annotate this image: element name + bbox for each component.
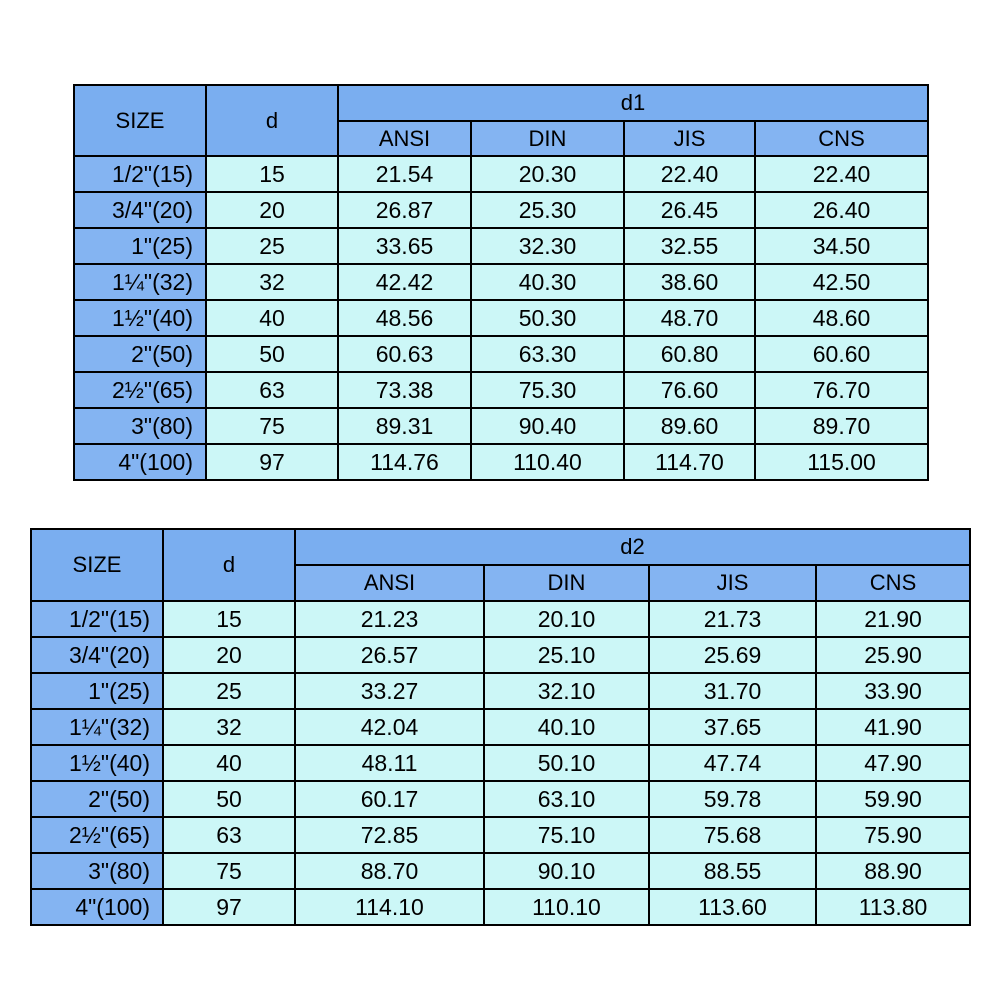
d-cell: 97 bbox=[163, 889, 295, 925]
jis-value-cell: 21.73 bbox=[649, 601, 816, 637]
cns-value-cell: 25.90 bbox=[816, 637, 970, 673]
table-row bbox=[31, 853, 970, 889]
ansi-value-cell: 26.87 bbox=[338, 192, 471, 228]
jis-column-header: JIS bbox=[649, 565, 816, 601]
jis-value-cell: 37.65 bbox=[649, 709, 816, 745]
d-cell: 15 bbox=[206, 156, 338, 192]
table-row bbox=[31, 637, 970, 673]
ansi-value-cell: 48.11 bbox=[295, 745, 484, 781]
din-value-cell: 25.30 bbox=[471, 192, 624, 228]
ansi-value-cell: 114.10 bbox=[295, 889, 484, 925]
din-value-cell: 63.30 bbox=[471, 336, 624, 372]
d-cell: 20 bbox=[206, 192, 338, 228]
din-value-cell: 110.40 bbox=[471, 444, 624, 480]
ansi-value-cell: 72.85 bbox=[295, 817, 484, 853]
ansi-value-cell: 42.04 bbox=[295, 709, 484, 745]
table-row bbox=[74, 336, 928, 372]
size-cell: 2"(50) bbox=[74, 336, 206, 372]
ansi-value-cell: 114.76 bbox=[338, 444, 471, 480]
table-row bbox=[31, 601, 970, 637]
d-column-header: d bbox=[206, 85, 338, 156]
cns-value-cell: 113.80 bbox=[816, 889, 970, 925]
din-column-header: DIN bbox=[484, 565, 649, 601]
d-cell: 50 bbox=[206, 336, 338, 372]
jis-value-cell: 31.70 bbox=[649, 673, 816, 709]
cns-value-cell: 41.90 bbox=[816, 709, 970, 745]
ansi-value-cell: 33.27 bbox=[295, 673, 484, 709]
d1-dimension-table bbox=[73, 84, 929, 481]
table-row bbox=[74, 372, 928, 408]
cns-value-cell: 34.50 bbox=[755, 228, 928, 264]
size-cell: 2½"(65) bbox=[74, 372, 206, 408]
size-cell: 1¼"(32) bbox=[31, 709, 163, 745]
d1-group-header: d1 bbox=[338, 85, 928, 121]
cns-value-cell: 60.60 bbox=[755, 336, 928, 372]
jis-value-cell: 113.60 bbox=[649, 889, 816, 925]
din-value-cell: 50.10 bbox=[484, 745, 649, 781]
size-cell: 1/2"(15) bbox=[74, 156, 206, 192]
d-cell: 32 bbox=[206, 264, 338, 300]
din-value-cell: 63.10 bbox=[484, 781, 649, 817]
d-cell: 32 bbox=[163, 709, 295, 745]
din-value-cell: 20.30 bbox=[471, 156, 624, 192]
jis-value-cell: 88.55 bbox=[649, 853, 816, 889]
d-cell: 20 bbox=[163, 637, 295, 673]
cns-value-cell: 21.90 bbox=[816, 601, 970, 637]
cns-value-cell: 115.00 bbox=[755, 444, 928, 480]
din-value-cell: 20.10 bbox=[484, 601, 649, 637]
jis-value-cell: 47.74 bbox=[649, 745, 816, 781]
din-value-cell: 90.40 bbox=[471, 408, 624, 444]
cns-value-cell: 89.70 bbox=[755, 408, 928, 444]
size-cell: 1½"(40) bbox=[31, 745, 163, 781]
cns-column-header: CNS bbox=[816, 565, 970, 601]
din-column-header: DIN bbox=[471, 121, 624, 156]
table-row bbox=[74, 300, 928, 336]
jis-value-cell: 114.70 bbox=[624, 444, 755, 480]
d-cell: 25 bbox=[206, 228, 338, 264]
ansi-value-cell: 33.65 bbox=[338, 228, 471, 264]
cns-value-cell: 76.70 bbox=[755, 372, 928, 408]
table-row bbox=[74, 264, 928, 300]
din-value-cell: 40.30 bbox=[471, 264, 624, 300]
din-value-cell: 110.10 bbox=[484, 889, 649, 925]
ansi-value-cell: 89.31 bbox=[338, 408, 471, 444]
size-column-header: SIZE bbox=[31, 529, 163, 601]
ansi-value-cell: 73.38 bbox=[338, 372, 471, 408]
d-cell: 25 bbox=[163, 673, 295, 709]
d-cell: 75 bbox=[163, 853, 295, 889]
table-row bbox=[74, 192, 928, 228]
d-cell: 97 bbox=[206, 444, 338, 480]
d-cell: 75 bbox=[206, 408, 338, 444]
ansi-value-cell: 48.56 bbox=[338, 300, 471, 336]
table-row bbox=[31, 745, 970, 781]
cns-value-cell: 88.90 bbox=[816, 853, 970, 889]
size-cell: 3/4"(20) bbox=[74, 192, 206, 228]
jis-value-cell: 32.55 bbox=[624, 228, 755, 264]
cns-column-header: CNS bbox=[755, 121, 928, 156]
table-row bbox=[31, 817, 970, 853]
size-cell: 3"(80) bbox=[74, 408, 206, 444]
cns-value-cell: 33.90 bbox=[816, 673, 970, 709]
d-cell: 15 bbox=[163, 601, 295, 637]
size-cell: 4"(100) bbox=[31, 889, 163, 925]
cns-value-cell: 59.90 bbox=[816, 781, 970, 817]
din-value-cell: 50.30 bbox=[471, 300, 624, 336]
jis-value-cell: 76.60 bbox=[624, 372, 755, 408]
din-value-cell: 75.30 bbox=[471, 372, 624, 408]
ansi-value-cell: 42.42 bbox=[338, 264, 471, 300]
size-cell: 1¼"(32) bbox=[74, 264, 206, 300]
table-row bbox=[31, 889, 970, 925]
jis-value-cell: 59.78 bbox=[649, 781, 816, 817]
jis-value-cell: 89.60 bbox=[624, 408, 755, 444]
size-cell: 4"(100) bbox=[74, 444, 206, 480]
size-cell: 1"(25) bbox=[74, 228, 206, 264]
din-value-cell: 75.10 bbox=[484, 817, 649, 853]
cns-value-cell: 26.40 bbox=[755, 192, 928, 228]
ansi-value-cell: 21.54 bbox=[338, 156, 471, 192]
d2-group-header: d2 bbox=[295, 529, 970, 565]
jis-column-header: JIS bbox=[624, 121, 755, 156]
table-row bbox=[74, 156, 928, 192]
din-value-cell: 90.10 bbox=[484, 853, 649, 889]
size-cell: 3/4"(20) bbox=[31, 637, 163, 673]
cns-value-cell: 75.90 bbox=[816, 817, 970, 853]
ansi-value-cell: 60.17 bbox=[295, 781, 484, 817]
ansi-value-cell: 60.63 bbox=[338, 336, 471, 372]
d-cell: 63 bbox=[206, 372, 338, 408]
d-column-header: d bbox=[163, 529, 295, 601]
size-cell: 1½"(40) bbox=[74, 300, 206, 336]
ansi-value-cell: 88.70 bbox=[295, 853, 484, 889]
size-cell: 1/2"(15) bbox=[31, 601, 163, 637]
size-cell: 1"(25) bbox=[31, 673, 163, 709]
cns-value-cell: 48.60 bbox=[755, 300, 928, 336]
jis-value-cell: 22.40 bbox=[624, 156, 755, 192]
jis-value-cell: 60.80 bbox=[624, 336, 755, 372]
size-column-header: SIZE bbox=[74, 85, 206, 156]
size-cell: 2"(50) bbox=[31, 781, 163, 817]
table-row bbox=[74, 228, 928, 264]
ansi-value-cell: 26.57 bbox=[295, 637, 484, 673]
cns-value-cell: 47.90 bbox=[816, 745, 970, 781]
table-row bbox=[31, 673, 970, 709]
table-row bbox=[74, 444, 928, 480]
table-row bbox=[31, 709, 970, 745]
jis-value-cell: 48.70 bbox=[624, 300, 755, 336]
ansi-value-cell: 21.23 bbox=[295, 601, 484, 637]
jis-value-cell: 26.45 bbox=[624, 192, 755, 228]
d-cell: 40 bbox=[163, 745, 295, 781]
table-row bbox=[31, 781, 970, 817]
jis-value-cell: 75.68 bbox=[649, 817, 816, 853]
d-cell: 63 bbox=[163, 817, 295, 853]
din-value-cell: 32.10 bbox=[484, 673, 649, 709]
din-value-cell: 32.30 bbox=[471, 228, 624, 264]
cns-value-cell: 42.50 bbox=[755, 264, 928, 300]
d-cell: 40 bbox=[206, 300, 338, 336]
d-cell: 50 bbox=[163, 781, 295, 817]
ansi-column-header: ANSI bbox=[295, 565, 484, 601]
size-cell: 3"(80) bbox=[31, 853, 163, 889]
jis-value-cell: 38.60 bbox=[624, 264, 755, 300]
cns-value-cell: 22.40 bbox=[755, 156, 928, 192]
jis-value-cell: 25.69 bbox=[649, 637, 816, 673]
din-value-cell: 25.10 bbox=[484, 637, 649, 673]
din-value-cell: 40.10 bbox=[484, 709, 649, 745]
table-row bbox=[74, 408, 928, 444]
d2-dimension-table bbox=[30, 528, 971, 926]
ansi-column-header: ANSI bbox=[338, 121, 471, 156]
size-cell: 2½"(65) bbox=[31, 817, 163, 853]
